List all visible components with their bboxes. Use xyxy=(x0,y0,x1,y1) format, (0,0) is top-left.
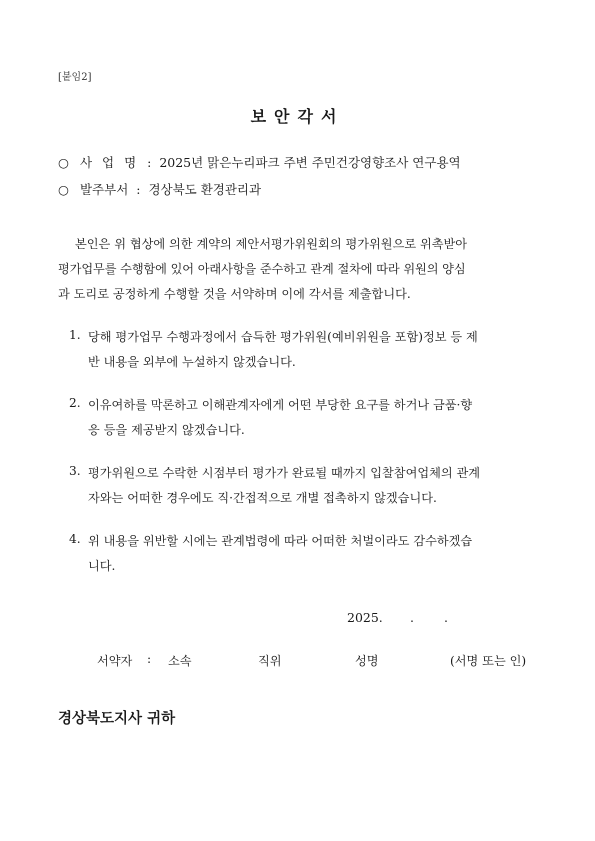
project-name-value: 2025년 맑은누리파크 주변 주민건강영향조사 연구용역 xyxy=(159,155,461,170)
colon: : xyxy=(132,182,145,197)
recipient: 경상북도지사 귀하 xyxy=(58,711,176,727)
pledge-line: 자와는 어떠한 경우에도 직·간접적으로 개별 접촉하지 않겠습니다. xyxy=(88,491,437,505)
project-name-label: 사 업 명 xyxy=(79,155,140,170)
date-separator: . xyxy=(410,610,414,625)
pledge-line: 평가위원으로 수락한 시점부터 평가가 완료될 때까지 입찰참여업체의 관계 xyxy=(88,466,481,480)
signer-colon: : xyxy=(147,652,152,666)
intro-line: 평가업무를 수행함에 있어 아래사항을 준수하고 관계 절차에 따라 위원의 양심 xyxy=(58,262,466,276)
colon: : xyxy=(143,155,156,170)
name-label: 성명 xyxy=(355,654,379,668)
position-label: 직위 xyxy=(258,654,282,668)
date-separator: . xyxy=(444,610,448,625)
pledge-line: 반 내용을 외부에 누설하지 않겠습니다. xyxy=(88,355,296,369)
pledge-line: 위 내용을 위반할 시에는 관계법령에 따라 어떠한 처벌이라도 감수하겠습 xyxy=(88,534,473,548)
pledge-number: 2. xyxy=(69,396,81,410)
project-name-row xyxy=(58,153,461,171)
pledge-line: 이유여하를 막론하고 이해관계자에게 어떤 부당한 요구를 하거나 금품·향 xyxy=(88,398,473,412)
pledge-number: 1. xyxy=(69,328,81,342)
ordering-department-label: 발주부서 xyxy=(79,182,129,197)
ordering-department-row xyxy=(58,180,261,198)
intro-line: 본인은 위 협상에 의한 계약의 제안서평가위원회의 평가위원으로 위촉받아 xyxy=(75,237,468,251)
document-title: 보안각서 xyxy=(250,107,345,126)
affiliation-label: 소속 xyxy=(168,654,192,668)
ordering-department-value: 경상북도 환경관리과 xyxy=(148,182,262,197)
attachment-label: [붙임2] xyxy=(58,72,92,83)
pledge-line: 당해 평가업무 수행과정에서 습득한 평가위원(예비위원을 포함)정보 등 제 xyxy=(88,330,478,344)
signer-label: 서약자 xyxy=(97,654,133,668)
pledge-number: 3. xyxy=(69,464,81,478)
circle-bullet-icon: ○ xyxy=(58,182,69,197)
pledge-line: 니다. xyxy=(88,559,116,573)
date-year: 2025. xyxy=(347,610,383,625)
pledge-line: 응 등을 제공받지 않겠습니다. xyxy=(88,423,245,437)
sign-or-seal-note: (서명 또는 인) xyxy=(450,654,527,668)
pledge-number: 4. xyxy=(69,532,81,546)
intro-line: 과 도리로 공정하게 수행할 것을 서약하며 이에 각서를 제출합니다. xyxy=(58,287,411,301)
circle-bullet-icon: ○ xyxy=(58,155,69,170)
